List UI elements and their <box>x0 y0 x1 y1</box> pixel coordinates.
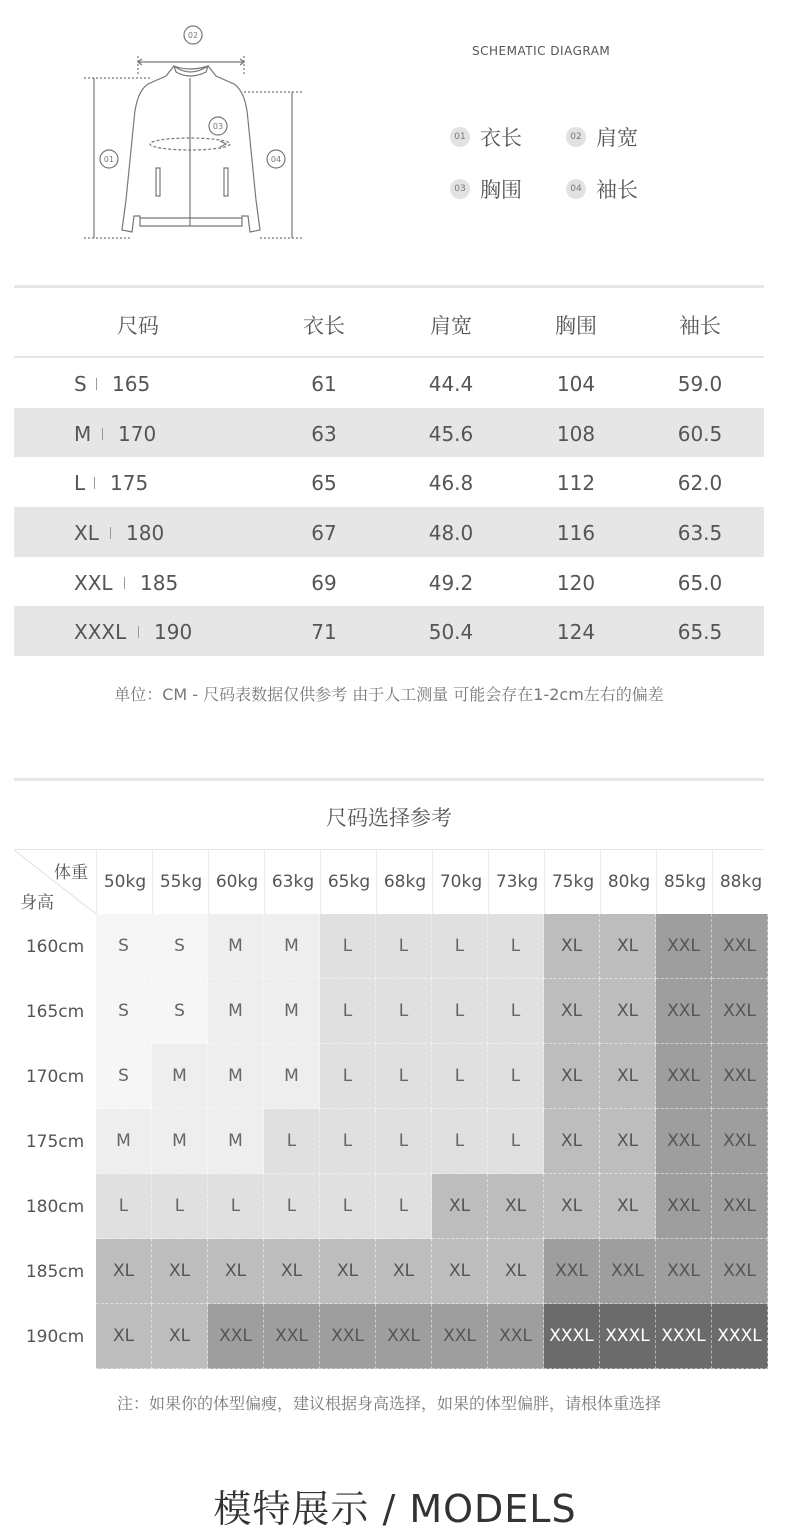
size-cell: XXL <box>656 914 712 979</box>
chest-value: 124 <box>556 620 596 645</box>
size-cell: L <box>376 1044 432 1109</box>
size-cell: XXL <box>656 979 712 1044</box>
size-cell: XXXL <box>656 1304 712 1369</box>
weight-header: 68kg <box>376 850 433 914</box>
chest-value: 120 <box>556 570 596 595</box>
sleeve-value: 63.5 <box>677 521 723 546</box>
chest-value: 112 <box>556 471 596 496</box>
legend-number: 04 <box>566 179 586 199</box>
size-cell: L <box>432 1109 488 1174</box>
sleeve-value: 60.5 <box>677 421 723 446</box>
size-cell: L <box>320 1174 376 1239</box>
size-cell: M <box>96 1109 152 1174</box>
size-label: XXXL <box>74 620 127 645</box>
length-value: 65 <box>311 471 337 496</box>
size-cell: XXL <box>712 1044 768 1109</box>
legend-number: 03 <box>450 179 470 199</box>
size-row <box>14 408 764 458</box>
size-cell: XL <box>152 1239 208 1304</box>
legend-label: 肩宽 <box>596 126 638 150</box>
reference-rows <box>14 914 764 1369</box>
reference-row <box>14 1044 764 1109</box>
size-label: XXL <box>74 570 113 595</box>
size-cell: XL <box>96 1239 152 1304</box>
legend-item-length <box>450 122 522 152</box>
legend-number: 02 <box>566 127 586 147</box>
weight-header: 70kg <box>432 850 489 914</box>
size-cell: XL <box>488 1239 544 1304</box>
size-cell: XXL <box>432 1304 488 1369</box>
legend-item-shoulder <box>566 122 638 152</box>
reference-row <box>14 1239 764 1304</box>
weight-header: 65kg <box>320 850 377 914</box>
svg-text:01: 01 <box>103 155 115 164</box>
size-cell: S <box>96 1044 152 1109</box>
header-shoulder: 肩宽 <box>430 314 472 338</box>
size-cell: L <box>376 979 432 1044</box>
size-cell: M <box>152 1109 208 1174</box>
reference-row <box>14 1109 764 1174</box>
sleeve-value: 59.0 <box>677 372 723 396</box>
size-cell: XXL <box>488 1304 544 1369</box>
separator <box>138 626 139 638</box>
weight-header: 55kg <box>152 850 209 914</box>
size-cell: L <box>432 914 488 979</box>
size-cell: S <box>152 914 208 979</box>
svg-text:04: 04 <box>270 155 282 164</box>
size-cell: XL <box>544 1109 600 1174</box>
size-cell: XXL <box>656 1239 712 1304</box>
size-cell: XXL <box>712 979 768 1044</box>
weight-header: 75kg <box>544 850 601 914</box>
legend-label: 胸围 <box>480 178 522 202</box>
size-cell: L <box>264 1174 320 1239</box>
legend-label: 袖长 <box>596 178 638 202</box>
height-value: 170 <box>118 421 157 446</box>
size-cell: XXXL <box>712 1304 768 1369</box>
size-cell: XL <box>600 1109 656 1174</box>
size-cell: XXL <box>712 1174 768 1239</box>
chest-value: 108 <box>556 421 596 446</box>
weight-header: 60kg <box>208 850 265 914</box>
sleeve-value: 62.0 <box>677 471 723 496</box>
shoulder-value: 48.0 <box>428 521 474 546</box>
separator <box>124 577 125 589</box>
size-cell: XL <box>320 1239 376 1304</box>
weight-header: 63kg <box>264 850 321 914</box>
size-row <box>14 358 764 408</box>
header-chest: 胸围 <box>555 314 597 338</box>
size-cell: M <box>208 914 264 979</box>
size-table-body <box>14 358 764 656</box>
reference-title: 尺码选择参考 <box>326 806 452 830</box>
shoulder-value: 50.4 <box>428 620 474 645</box>
reference-row <box>14 1174 764 1239</box>
size-cell: L <box>488 1109 544 1174</box>
separator <box>110 527 111 539</box>
weight-header: 85kg <box>656 850 713 914</box>
corner-height-label: 身高 <box>20 893 54 913</box>
legend-item-sleeve <box>566 174 638 204</box>
size-cell: XXL <box>264 1304 320 1369</box>
height-label: 190cm <box>25 1326 85 1347</box>
size-table-header <box>14 288 764 358</box>
weight-header: 80kg <box>600 850 657 914</box>
size-cell: XL <box>600 914 656 979</box>
size-cell: L <box>96 1174 152 1239</box>
size-cell: L <box>208 1174 264 1239</box>
size-cell: L <box>264 1109 320 1174</box>
size-row <box>14 557 764 607</box>
shoulder-value: 49.2 <box>428 570 474 595</box>
size-cell: XXL <box>320 1304 376 1369</box>
size-cell: XXL <box>600 1239 656 1304</box>
size-cell: XXL <box>208 1304 264 1369</box>
size-cell: XXL <box>656 1044 712 1109</box>
size-cell: XL <box>208 1239 264 1304</box>
size-table <box>14 285 764 704</box>
corner-weight-label: 体重 <box>54 863 88 883</box>
height-label: 180cm <box>25 1196 85 1217</box>
size-cell: XL <box>376 1239 432 1304</box>
size-cell: XXL <box>712 1109 768 1174</box>
height-label: 170cm <box>25 1066 85 1087</box>
header-sleeve: 袖长 <box>679 314 721 338</box>
size-cell: L <box>152 1174 208 1239</box>
length-value: 61 <box>311 372 337 396</box>
reference-row <box>14 1304 764 1369</box>
size-cell: L <box>432 979 488 1044</box>
shoulder-value: 45.6 <box>428 421 474 446</box>
sleeve-value: 65.5 <box>677 620 723 645</box>
height-value: 180 <box>126 521 165 546</box>
length-value: 67 <box>311 521 337 546</box>
weight-header: 88kg <box>712 850 769 914</box>
size-cell: L <box>488 1044 544 1109</box>
size-cell: XL <box>488 1174 544 1239</box>
height-label: 165cm <box>25 1001 85 1022</box>
size-cell: L <box>376 914 432 979</box>
height-label: 160cm <box>25 936 85 957</box>
size-cell: XL <box>544 979 600 1044</box>
size-cell: XL <box>264 1239 320 1304</box>
header-length: 衣长 <box>303 314 345 338</box>
size-cell: L <box>320 1044 376 1109</box>
size-cell: M <box>208 1044 264 1109</box>
size-cell: XL <box>600 1044 656 1109</box>
reference-header <box>14 849 764 914</box>
size-cell: XXL <box>376 1304 432 1369</box>
size-cell: L <box>376 1109 432 1174</box>
models-title: 模特展示 / MODELS <box>213 1487 577 1531</box>
size-cell: XL <box>432 1239 488 1304</box>
diagram-title: SCHEMATIC DIAGRAM <box>472 44 611 58</box>
length-value: 69 <box>311 570 337 595</box>
legend-item-chest <box>450 174 522 204</box>
jacket-diagram-icon <box>70 20 310 250</box>
size-cell: S <box>96 979 152 1044</box>
height-value: 175 <box>110 471 149 496</box>
legend-number: 01 <box>450 127 470 147</box>
chest-value: 104 <box>556 372 596 396</box>
size-cell: XL <box>152 1304 208 1369</box>
size-cell: XL <box>432 1174 488 1239</box>
svg-text:02: 02 <box>187 31 199 40</box>
size-cell: L <box>488 914 544 979</box>
size-row <box>14 507 764 557</box>
svg-text:03: 03 <box>212 122 224 131</box>
shoulder-value: 44.4 <box>428 372 474 396</box>
separator <box>94 477 95 489</box>
shoulder-value: 46.8 <box>428 471 474 496</box>
size-cell: XL <box>544 1174 600 1239</box>
legend-label: 衣长 <box>480 126 522 150</box>
size-label: M <box>74 421 92 446</box>
weight-header: 73kg <box>488 850 545 914</box>
size-note: 单位：CM - 尺码表数据仅供参考 由于人工测量 可能会存在1-2cm左右的偏差 <box>114 685 664 704</box>
size-cell: L <box>320 914 376 979</box>
reference-row <box>14 914 764 979</box>
size-row <box>14 457 764 507</box>
weight-header: 50kg <box>96 850 153 914</box>
length-value: 63 <box>311 421 337 446</box>
size-cell: M <box>264 1044 320 1109</box>
size-cell: XL <box>600 979 656 1044</box>
size-cell: M <box>264 914 320 979</box>
size-label: S <box>74 372 87 396</box>
size-cell: L <box>320 979 376 1044</box>
size-cell: L <box>432 1044 488 1109</box>
length-value: 71 <box>311 620 337 645</box>
size-label: XL <box>74 521 99 546</box>
height-label: 185cm <box>25 1261 85 1282</box>
size-label: L <box>74 471 86 496</box>
reference-row <box>14 979 764 1044</box>
chest-value: 116 <box>556 521 596 546</box>
schematic-section <box>0 0 790 270</box>
size-cell: S <box>96 914 152 979</box>
separator <box>102 428 103 440</box>
size-cell: S <box>152 979 208 1044</box>
size-cell: L <box>320 1109 376 1174</box>
size-cell: XXXL <box>544 1304 600 1369</box>
size-reference-grid <box>14 849 764 1369</box>
height-value: 185 <box>140 570 179 595</box>
sleeve-value: 65.0 <box>677 570 723 595</box>
reference-note: 注：如果你的体型偏瘦，建议根据身高选择，如果的体型偏胖，请根体重选择 <box>116 1394 661 1413</box>
size-cell: XXXL <box>600 1304 656 1369</box>
size-cell: XXL <box>656 1109 712 1174</box>
size-cell: XXL <box>544 1239 600 1304</box>
header-size: 尺码 <box>117 314 159 338</box>
size-cell: XXL <box>712 1239 768 1304</box>
size-cell: M <box>208 1109 264 1174</box>
size-row <box>14 606 764 656</box>
height-value: 190 <box>154 620 193 645</box>
size-cell: XL <box>544 914 600 979</box>
height-label: 175cm <box>25 1131 85 1152</box>
size-cell: XXL <box>712 914 768 979</box>
size-cell: L <box>488 979 544 1044</box>
size-cell: M <box>208 979 264 1044</box>
size-cell: XL <box>600 1174 656 1239</box>
size-cell: M <box>264 979 320 1044</box>
divider <box>14 778 764 781</box>
separator <box>96 378 97 390</box>
size-cell: XXL <box>656 1174 712 1239</box>
size-cell: XL <box>96 1304 152 1369</box>
size-cell: XL <box>544 1044 600 1109</box>
height-value: 165 <box>112 372 151 396</box>
size-cell: L <box>376 1174 432 1239</box>
size-cell: M <box>152 1044 208 1109</box>
